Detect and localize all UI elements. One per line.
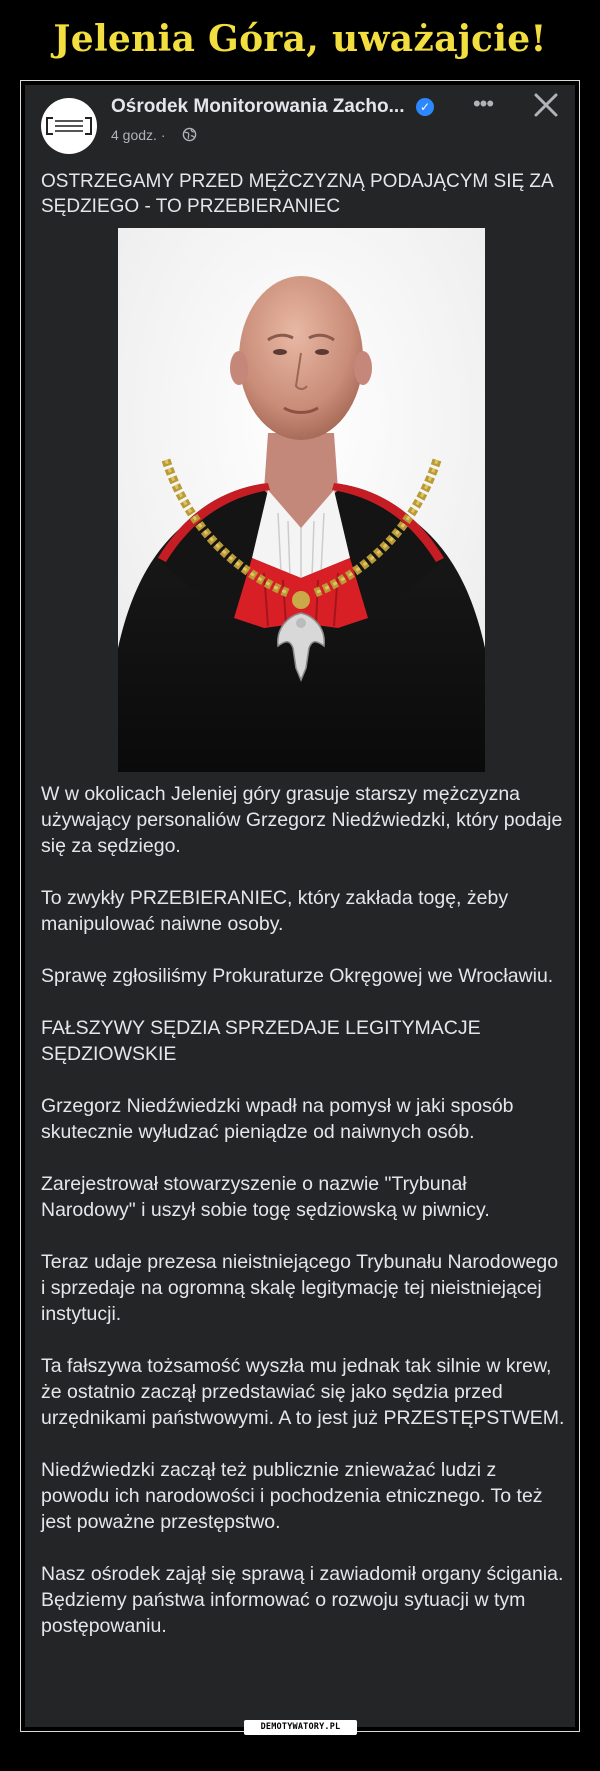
post-header [25, 85, 575, 161]
page-avatar[interactable] [41, 98, 97, 154]
avatar-logo-bracket-right [85, 117, 92, 135]
post-paragraph: Grzegorz Niedźwiedzki wpadł na pomysł w jaki sposób skutecznie wyłudzać pieniądze od naiwnych osób. [41, 1095, 514, 1143]
avatar-logo-line [55, 130, 83, 132]
avatar-logo-line [55, 120, 83, 122]
post-headline: OSTRZEGAMY PRZED MĘŻCZYZNĄ PODAJĄCYM SIĘ ZA SĘDZIEGO - TO PRZEBIERANIEC [41, 171, 553, 217]
post-paragraph: To zwykły PRZEBIERANIEC, który zakłada togę, żeby manipulować naiwne osoby. [41, 887, 509, 935]
page-name-link[interactable]: Ośrodek Monitorowania Zacho... [111, 96, 405, 117]
avatar-logo-bracket-left [46, 117, 53, 135]
verified-badge-icon: ✓ [416, 98, 434, 116]
avatar-logo-line [55, 125, 83, 127]
site-watermark: DEMOTYWATORY.PL [244, 1720, 357, 1735]
page-title: Jelenia Góra, uważajcie! [53, 18, 547, 60]
post-frame [20, 80, 580, 1732]
post-paragraph: Ta fałszywa tożsamość wyszła mu jednak tak silnie w krew, że ostatnio zaczął przedstawiać się jako sędzia przed urzędnikami państwowymi. A to jest już PRZESTĘPSTWEM. [41, 1355, 565, 1429]
globe-icon [182, 127, 197, 142]
facebook-post [25, 85, 575, 1727]
post-paragraph: Zarejestrował stowarzyszenie o nazwie "Trybunał Narodowy" i uszył sobie togę sędziowską w piwnicy. [41, 1173, 490, 1221]
post-paragraph: Niedźwiedzki zaczął też publicznie znieważać ludzi z powodu ich narodowości i pochodzenia etnicznego. To też jest poważne przestępstwo. [41, 1459, 543, 1533]
post-paragraph: FAŁSZYWY SĘDZIA SPRZEDAJE LEGITYMACJE SĘDZIOWSKIE [41, 1017, 481, 1065]
more-options-icon[interactable]: ••• [472, 91, 494, 116]
post-paragraph: Nasz ośrodek zajął się sprawą i zawiadomił organy ścigania. Będziemy państwa informować o rozwoju sytuacji w tym postępowaniu. [41, 1563, 564, 1637]
post-timestamp[interactable]: 4 godz. · [111, 127, 166, 143]
post-photo[interactable] [118, 228, 485, 772]
post-paragraph: Teraz udaje prezesa nieistniejącego Trybunału Narodowego i sprzedaje na ogromną skalę legitymację tej nieistniejącej instytucji. [41, 1251, 559, 1325]
post-paragraph: W w okolicach Jeleniej góry grasuje starszy mężczyzna używający personaliów Grzegorz Niedźwiedzki, który podaje się za sędziego. [41, 783, 563, 857]
post-body [41, 781, 566, 1639]
post-paragraph: Sprawę zgłosiliśmy Prokuraturze Okręgowej we Wrocławiu. [41, 965, 554, 987]
close-icon[interactable] [531, 90, 561, 120]
